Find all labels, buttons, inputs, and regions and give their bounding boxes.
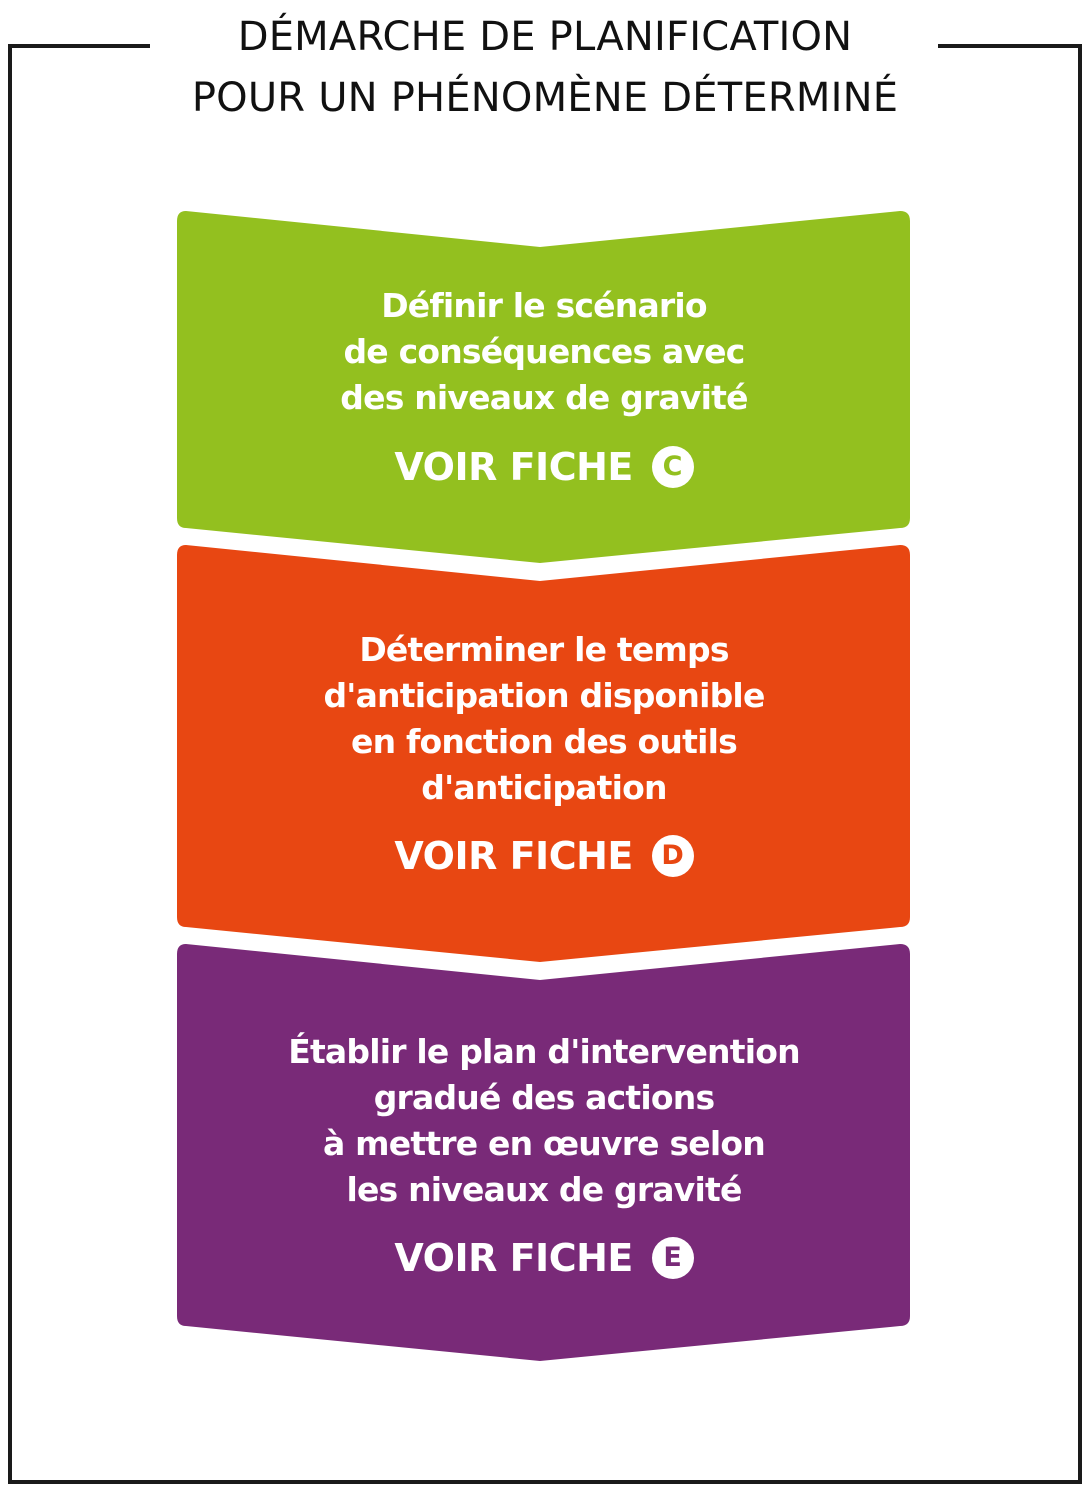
step-2-link-label: VOIR FICHE <box>394 834 633 878</box>
step-2-description <box>178 627 910 811</box>
step-3-description <box>178 1029 910 1213</box>
step-3-line-2: gradué des actions <box>373 1078 715 1117</box>
step-2-line-1: Déterminer le temps <box>359 630 729 669</box>
diagram-title-line-2: POUR UN PHÉNOMÈNE DÉTERMINÉ <box>191 75 899 121</box>
fiche-e-badge: E <box>652 1237 694 1279</box>
step-2-line-2: d'anticipation disponible <box>323 676 765 715</box>
step-1-description <box>178 283 910 421</box>
diagram-title-line-1: DÉMARCHE DE PLANIFICATION <box>237 14 853 60</box>
step-3-line-4: les niveaux de gravité <box>346 1170 742 1209</box>
step-1-line-2: de conséquences avec <box>343 332 745 371</box>
step-3-line-1: Établir le plan d'intervention <box>288 1032 800 1071</box>
step-3-link-label: VOIR FICHE <box>394 1236 633 1280</box>
step-3-line-3: à mettre en œuvre selon <box>323 1124 765 1163</box>
step-1-link-label: VOIR FICHE <box>394 445 633 489</box>
step-1-line-3: des niveaux de gravité <box>340 378 748 417</box>
fiche-d-badge: D <box>652 835 694 877</box>
step-1-voir-fiche-link[interactable] <box>178 444 910 491</box>
step-2-line-3: en fonction des outils <box>351 722 737 761</box>
fiche-c-badge: C <box>652 446 694 488</box>
step-1-line-1: Définir le scénario <box>381 286 707 325</box>
step-2-line-4: d'anticipation <box>421 768 667 807</box>
step-2-voir-fiche-link[interactable] <box>178 833 910 880</box>
step-3-voir-fiche-link[interactable] <box>178 1235 910 1282</box>
